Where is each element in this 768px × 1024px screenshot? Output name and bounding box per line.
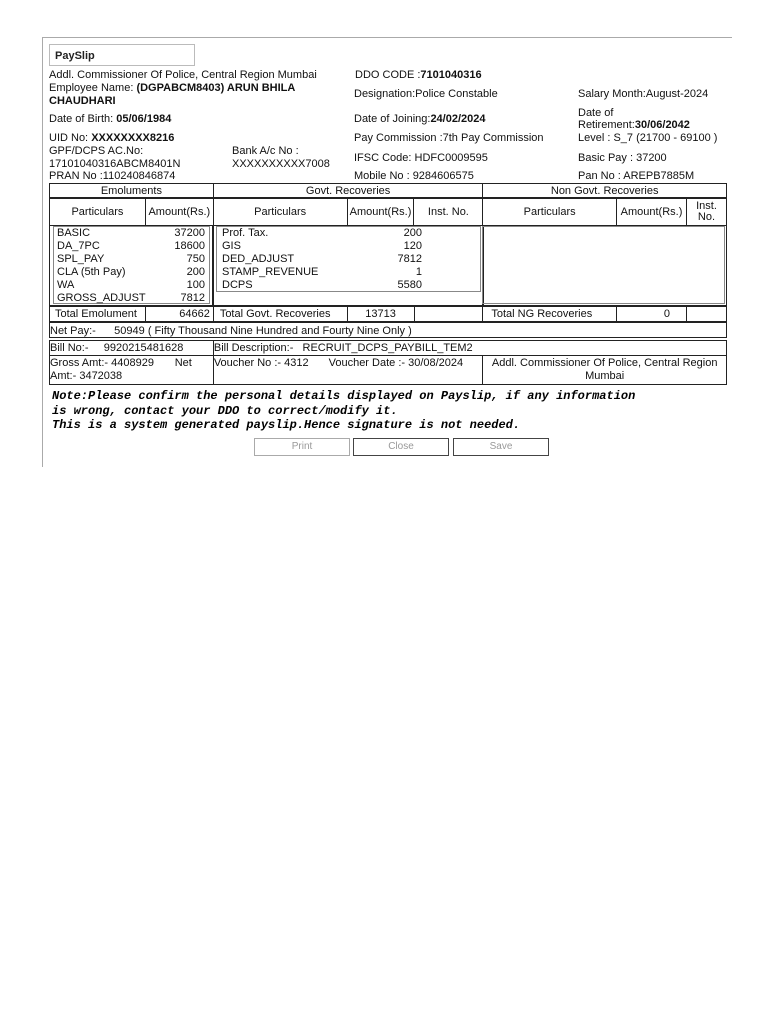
print-button[interactable]: Print bbox=[254, 438, 350, 456]
total-govt-value: 13713 bbox=[347, 307, 414, 322]
total-emolument-value: 64662 bbox=[145, 307, 213, 322]
footer-office bbox=[483, 356, 727, 385]
section-header-table bbox=[49, 183, 727, 198]
bill-description: Bill Description:- RECRUIT_DCPS_PAYBILL_TEM2 bbox=[213, 341, 726, 356]
note-line-1: Note:Please confirm the personal details displayed on Payslip, if any information bbox=[52, 389, 636, 403]
emoluments-item-name: DA_7PC bbox=[57, 240, 100, 252]
top-divider bbox=[42, 37, 732, 38]
gross-net-amount bbox=[50, 356, 214, 385]
bank-account: XXXXXXXXXX7008 bbox=[232, 158, 330, 170]
emoluments-item-amount: 200 bbox=[186, 266, 205, 278]
pran-number: PRAN No :110240846874 bbox=[49, 170, 176, 182]
bill-number: Bill No:- 9920215481628 bbox=[50, 341, 214, 356]
net-pay-row bbox=[49, 322, 727, 338]
govt_recoveries-item-name: DCPS bbox=[222, 279, 253, 291]
date-of-birth: Date of Birth: 05/06/1984 bbox=[49, 113, 172, 125]
total-ng-inst bbox=[687, 307, 727, 322]
col-inst-ng: Inst. No. bbox=[686, 199, 726, 226]
gross-amount: Gross Amt:- 4408929 bbox=[50, 357, 154, 369]
emoluments-item-amount: 7812 bbox=[180, 292, 205, 304]
voucher-info bbox=[213, 356, 483, 385]
bill-table bbox=[49, 340, 727, 356]
office-name: Addl. Commissioner Of Police, Central Region Mumbai bbox=[49, 69, 317, 81]
totals-table bbox=[49, 306, 727, 322]
uid-number: UID No: XXXXXXXX8216 bbox=[49, 132, 175, 144]
govt_recoveries-item-name: GIS bbox=[222, 240, 241, 252]
emoluments-item-amount: 100 bbox=[186, 279, 205, 291]
govt-recoveries-heading: Govt. Recoveries bbox=[213, 184, 483, 198]
gpf-label: GPF/DCPS AC.No: bbox=[49, 145, 144, 157]
col-amount-govt: Amount(Rs.) bbox=[347, 199, 414, 226]
total-ng-label: Total NG Recoveries bbox=[483, 307, 617, 322]
emoluments-item-amount: 750 bbox=[186, 253, 205, 265]
ifsc-code: IFSC Code: HDFC0009595 bbox=[354, 152, 488, 164]
designation: Designation:Police Constable bbox=[354, 88, 498, 100]
note-line-3: This is a system generated payslip.Hence signature is not needed. bbox=[52, 418, 521, 432]
employee-name-cont: CHAUDHARI bbox=[49, 95, 116, 107]
col-amount-ng: Amount(Rs.) bbox=[617, 199, 687, 226]
col-amount-emol: Amount(Rs.) bbox=[145, 199, 213, 226]
net-pay: Net Pay:- 50949 ( Fifty Thousand Nine Hundred and Fourty Nine Only ) bbox=[50, 325, 412, 337]
net-amount: Amt:- 3472038 bbox=[50, 370, 123, 382]
footer-office-line2: Mumbai bbox=[585, 370, 625, 382]
emoluments-item-name: GROSS_ADJUST bbox=[57, 292, 146, 304]
close-button[interactable]: Close bbox=[353, 438, 449, 456]
net-word: Net bbox=[174, 357, 192, 369]
retirement-label: Date of bbox=[578, 107, 614, 119]
col-particulars-govt: Particulars bbox=[213, 199, 347, 226]
gpf-number: 17101040316ABCM8401N bbox=[49, 158, 181, 170]
govt_recoveries-item-amount: 120 bbox=[403, 240, 422, 252]
basic-pay: Basic Pay : 37200 bbox=[578, 152, 667, 164]
emoluments-item-amount: 37200 bbox=[174, 227, 205, 239]
col-inst-govt: Inst. No. bbox=[414, 199, 483, 226]
col-particulars-emol: Particulars bbox=[50, 199, 146, 226]
emoluments-item-name: CLA (5th Pay) bbox=[57, 266, 126, 278]
salary-month: Salary Month:August-2024 bbox=[578, 88, 709, 100]
voucher-date: Voucher Date :- 30/08/2024 bbox=[328, 357, 464, 369]
voucher-table bbox=[49, 355, 727, 385]
employee-name: Employee Name: (DGPABCM8403) ARUN BHILA bbox=[49, 82, 296, 94]
pan-number: Pan No : AREPB7885M bbox=[578, 170, 695, 182]
govt_recoveries-item-name: STAMP_REVENUE bbox=[222, 266, 319, 278]
total-govt-inst bbox=[414, 307, 483, 322]
govt_recoveries-item-amount: 5580 bbox=[397, 279, 422, 291]
payslip-tab[interactable] bbox=[49, 44, 195, 66]
payslip-tab-label: PaySlip bbox=[55, 50, 95, 62]
govt_recoveries-item-name: Prof. Tax. bbox=[222, 227, 269, 239]
pay-commission: Pay Commission :7th Pay Commission bbox=[354, 132, 544, 144]
emoluments-item-amount: 18600 bbox=[174, 240, 205, 252]
total-govt-label: Total Govt. Recoveries bbox=[213, 307, 347, 322]
col-particulars-ng: Particulars bbox=[483, 199, 617, 226]
left-divider bbox=[42, 37, 43, 467]
govt_recoveries-item-name: DED_ADJUST bbox=[222, 253, 295, 265]
non-govt-recoveries-heading: Non Govt. Recoveries bbox=[483, 184, 727, 198]
emoluments-item-name: SPL_PAY bbox=[57, 253, 105, 265]
note-line-2: is wrong, contact your DDO to correct/modify it. bbox=[52, 403, 398, 418]
govt_recoveries-item-amount: 1 bbox=[415, 266, 422, 278]
govt_recoveries-item-amount: 200 bbox=[403, 227, 422, 239]
voucher-number: Voucher No :- 4312 bbox=[213, 357, 309, 369]
payslip-note bbox=[52, 389, 635, 433]
bank-label: Bank A/c No : bbox=[232, 145, 299, 157]
emoluments-item-name: BASIC bbox=[57, 227, 91, 239]
column-header-table bbox=[49, 198, 727, 226]
date-of-retirement: Retirement:30/06/2042 bbox=[578, 119, 690, 131]
ng-inner bbox=[482, 226, 725, 304]
total-ng-value: 0 bbox=[617, 307, 687, 322]
emoluments-item-name: WA bbox=[57, 279, 75, 291]
pay-level: Level : S_7 (21700 - 69100 ) bbox=[578, 132, 718, 144]
emoluments-heading: Emoluments bbox=[50, 184, 214, 198]
ddo-code: DDO CODE :7101040316 bbox=[355, 69, 482, 81]
date-of-joining: Date of Joining:24/02/2024 bbox=[354, 113, 486, 125]
save-button[interactable]: Save bbox=[453, 438, 549, 456]
footer-office-line1: Addl. Commissioner Of Police, Central Region bbox=[491, 357, 718, 369]
govt_recoveries-item-amount: 7812 bbox=[397, 253, 422, 265]
total-emolument-label: Total Emolument bbox=[50, 307, 146, 322]
mobile-number: Mobile No : 9284606575 bbox=[354, 170, 474, 182]
